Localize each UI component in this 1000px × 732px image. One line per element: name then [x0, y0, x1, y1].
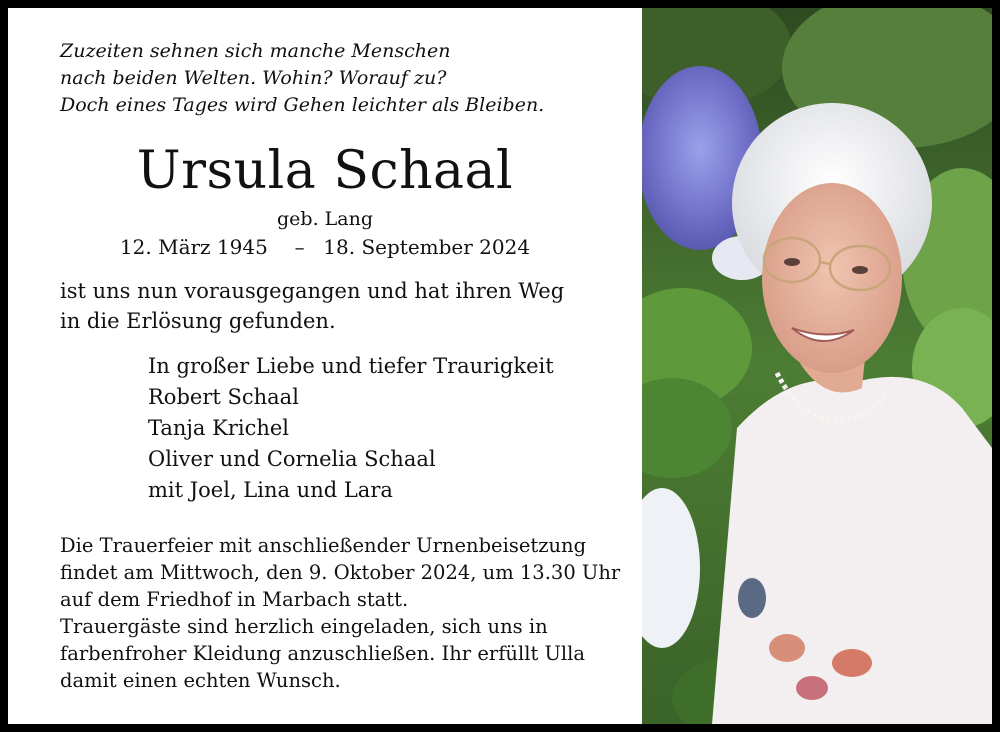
mourners-line: In großer Liebe und tiefer Traurigkeit — [148, 354, 554, 378]
poem — [60, 38, 544, 119]
life-dates — [8, 235, 642, 259]
mourner-name: mit Joel, Lina und Lara — [148, 478, 393, 502]
notice-line: findet am Mittwoch, den 9. Oktober 2024, um 13.30 Uhr — [60, 561, 621, 584]
statement-line: in die Erlösung gefunden. — [60, 309, 336, 333]
portrait-photo — [642, 8, 992, 724]
text-panel — [8, 8, 642, 724]
mourner-name: Oliver und Cornelia Schaal — [148, 447, 436, 471]
deceased-name: Ursula Schaal — [136, 141, 514, 201]
death-date: 18. September 2024 — [323, 235, 531, 259]
statement-line: ist uns nun vorausgegangen und hat ihren Weg — [60, 279, 565, 303]
poem-line: nach beiden Welten. Wohin? Worauf zu? — [60, 67, 447, 89]
mourner-name: Robert Schaal — [148, 385, 299, 409]
statement — [60, 276, 564, 336]
portrait-illustration — [642, 8, 992, 724]
notice-line: farbenfroher Kleidung anzuschließen. Ihr erfüllt Ulla — [60, 642, 586, 665]
date-separator: – — [294, 235, 305, 259]
notice-line: damit einen echten Wunsch. — [60, 669, 341, 692]
notice-line: Trauergäste sind herzlich eingeladen, sich uns in — [60, 615, 548, 638]
poem-line: Doch eines Tages wird Gehen leichter als Bleiben. — [60, 94, 545, 116]
notice-line: Die Trauerfeier mit anschließender Urnenbeisetzung — [60, 534, 587, 557]
mourners-list — [148, 351, 554, 506]
maiden-name: geb. Lang — [277, 208, 373, 230]
notice-line: auf dem Friedhof in Marbach statt. — [60, 588, 409, 611]
mourner-name: Tanja Krichel — [148, 416, 290, 440]
birth-date: 12. März 1945 — [119, 235, 268, 259]
poem-line: Zuzeiten sehnen sich manche Menschen — [60, 40, 451, 62]
funeral-notice — [60, 532, 620, 694]
